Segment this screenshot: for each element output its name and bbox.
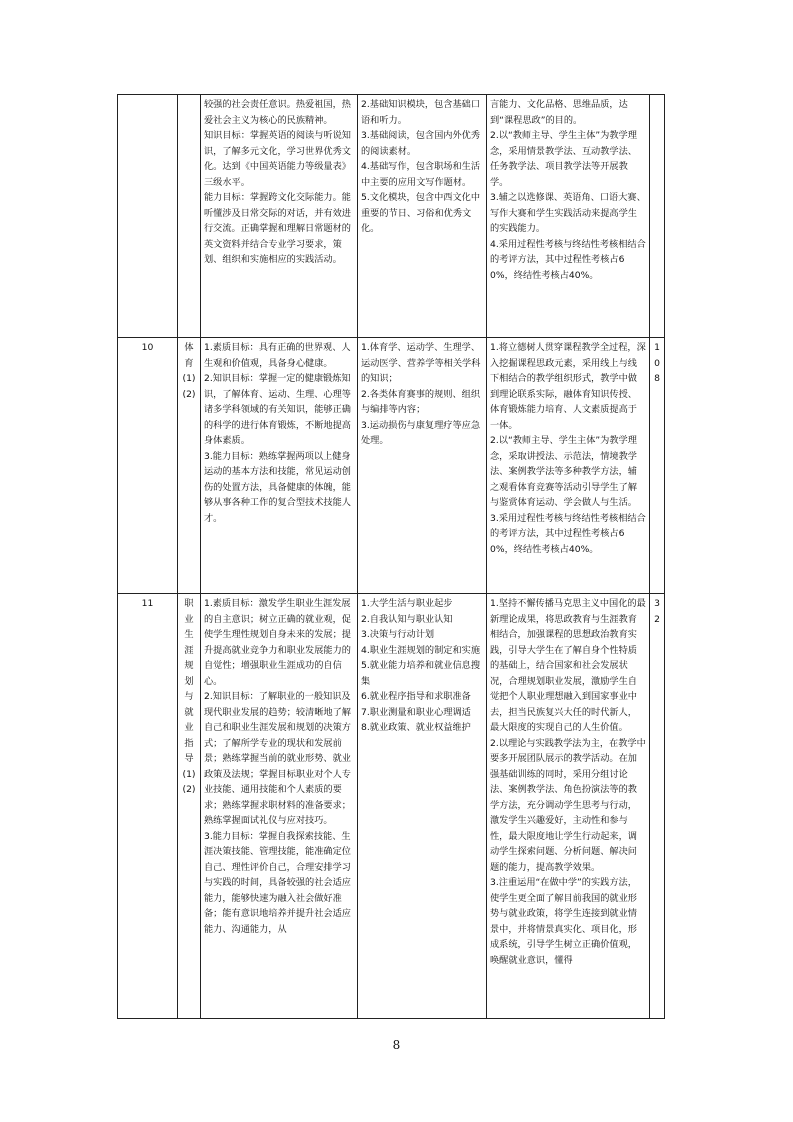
objective-item: 1.素质目标：具有正确的世界观、人生观和价值观，具备身心健康。 (204, 342, 351, 369)
content-item: 1.体育学、运动学、生理学、运动医学、营养学等相关学科的知识； (361, 342, 481, 384)
requirement-item: 3.采用过程性考核与终结性考核相结合的考评方法，其中过程性考核占60%，终结性考核占40%。 (490, 512, 646, 555)
curriculum-table (117, 94, 665, 1019)
requirement-item: 言能力、文化品格、思维品质，达到“课程思政”的目的。 (490, 99, 628, 126)
requirement-item: 2.以理论与实践教学法为主，在教学中要多开展团队展示的教学活动。在加强基础训练的同时，采用分组讨论法、案例教学法、角色扮演法等的教学方法，充分调动学生思考与行动，激发学生兴趣爱好，主动性和参与性，最大限度地让学生行动起来，调动学生探索问题、分析问题、解决问题的能力，提高教学效果。 (490, 737, 646, 873)
course-number-cell: 10 (118, 338, 178, 594)
table-row (118, 338, 665, 594)
objective-item: 较强的社会责任意识。热爱祖国，热爱社会主义为核心的民族精神。 (204, 99, 351, 126)
course-number-cell: 11 (118, 594, 178, 1019)
requirement-item: 2.以“教师主导、学生主体”为教学理念，采用情景教学法、互动教学法、任务教学法、项目教学法等开展教学。 (490, 130, 637, 188)
content-item: 2.自我认知与职业认知 (361, 613, 453, 625)
page-number: 8 (392, 1038, 401, 1052)
objective-item: 2.知识目标：了解职业的一般知识及现代职业发展的趋势；较清晰地了解自己和职业生涯发展和规划的决策方式；了解所学专业的现状和发展前景；熟练掌握当前的就业形势、就业政策及法规；掌握目标职业对个人专业技能、通用技能和个人素质的要求；熟练掌握求职材料的准备要求；熟练掌握面试礼仪与应对技巧。 (204, 691, 351, 826)
hours-cell: 108 (650, 338, 665, 594)
objectives-cell (201, 338, 358, 594)
content-item: 5.文化模块，包含中西文化中重要的节日、习俗和优秀文化。 (361, 192, 481, 234)
objective-item: 3.能力目标：熟练掌握两项以上健身运动的基本方法和技能，常见运动创伤的处置方法，具备健康的体魄，能够从事各种工作的复合型技术技能人才。 (204, 450, 351, 524)
content-item: 2.各类体育赛事的规则、组织与编排等内容； (361, 388, 481, 415)
content-item: 3.基础阅读，包含国内外优秀的阅读素材。 (361, 130, 481, 157)
content-item: 4.职业生涯规划的制定和实施 (361, 644, 481, 656)
requirement-item: 1.坚持不懈传播马克思主义中国化的最新理论成果，将思政教育与生涯教育相结合，加强课程的思想政治教育实践，引导大学生在了解自身个性特质的基础上，结合国家和社会发展状况，合理规划职业发展，激励学生自觉把个人职业理想融入到国家事业中去，担当民族复兴大任的时代新人，最大限度的实现自己的人生价值。 (490, 598, 646, 733)
content-item: 3.决策与行动计划 (361, 629, 435, 640)
content-cell (358, 594, 487, 1019)
content-item: 1.大学生活与职业起步 (361, 598, 453, 609)
content-item: 4.基础写作，包含职场和生活中主要的应用文写作题材。 (361, 161, 481, 188)
objective-item: 能力目标：掌握跨文化交际能力。能听懂涉及日常交际的对话，并有效进行交流。正确掌握和理解日常题材的英文资料并结合专业学习要求，策划、组织和实施相应的实践活动。 (204, 192, 351, 265)
course-name-cell: 体育(1)(2) (178, 338, 201, 594)
objective-item: 1.素质目标：激发学生职业生涯发展的自主意识；树立正确的就业观，促使学生理性规划自身未来的发展；提升提高就业竞争力和职业发展能力的自觉性；增强职业生涯成功的自信心。 (204, 598, 351, 687)
requirements-cell (487, 95, 650, 338)
requirement-item: 3.辅之以选修课、英语角、口语大赛、写作大赛和学生实践活动来提高学生的实践能力。 (490, 192, 646, 234)
table-row (118, 95, 665, 338)
content-item: 3.运动损伤与康复理疗等应急处理。 (361, 419, 481, 446)
objective-item: 3.能力目标：掌握自我探索技能、生涯决策技能、管理技能，能准确定位自己、理性评价自己，合理安排学习与实践的时间，具备较强的社会适应能力，能够快速为融入社会做好准备；能有意识地培养并提升社会适应能力、沟通能力，从 (204, 830, 351, 935)
requirement-item: 3.注重运用“在做中学”的实践方法，使学生更全面了解目前我国的就业形势与就业政策，将学生连接到就业情景中，并将情景真实化、项目化，形成系统，引导学生树立正确价值观，唤醒就业意识，懂得 (490, 877, 637, 966)
course-number-cell (118, 95, 178, 338)
objective-item: 2.知识目标：掌握一定的健康锻炼知识，了解体育、运动、生理、心理等诸多学科领域的有关知识，能够正确的科学的进行体育锻炼，不断地提高身体素质。 (204, 373, 351, 446)
table-row (118, 594, 665, 1019)
hours-cell (650, 95, 665, 338)
objective-item: 知识目标：掌握英语的阅读与听说知识，了解多元文化，学习世界优秀文化。达到《中国英语能力等级量表》三级水平。 (204, 130, 351, 188)
hours-cell: 32 (650, 594, 665, 1019)
content-cell (358, 95, 487, 338)
content-item: 2.基础知识模块，包含基础口语和听力。 (361, 99, 481, 126)
course-name-cell: 职业生涯规划与就业指导(1)(2) (178, 594, 201, 1019)
content-item: 6.就业程序指导和求职准备 (361, 691, 471, 702)
objectives-cell (201, 95, 358, 338)
requirements-cell (487, 338, 650, 594)
requirement-item: 1.将立德树人贯穿课程教学全过程，深入挖掘课程思政元素，采用线上与线下相结合的教学组织形式，教学中做到理论联系实际，融体育知识传授、体育锻炼能力培育、人文素质提高于一体。 (490, 342, 646, 431)
requirement-item: 4.采用过程性考核与终结性考核相结合的考评方法，其中过程性考核占60%，终结性考核占40%。 (490, 238, 646, 281)
course-name-cell (178, 95, 201, 338)
requirement-item: 2.以“教师主导、学生主体”为教学理念，采取讲授法、示范法，情境教学法、案例教学法等多种教学方法，辅之观看体育竞赛等活动引导学生了解与鉴赏体育运动、学会做人与生活。 (490, 435, 637, 508)
content-item: 5.就业能力培养和就业信息搜集 (361, 660, 481, 687)
content-item: 7.职业测量和职业心理调适 (361, 706, 471, 718)
requirements-cell (487, 594, 650, 1019)
content-cell (358, 338, 487, 594)
content-item: 8.就业政策、就业权益维护 (361, 722, 471, 733)
objectives-cell (201, 594, 358, 1019)
